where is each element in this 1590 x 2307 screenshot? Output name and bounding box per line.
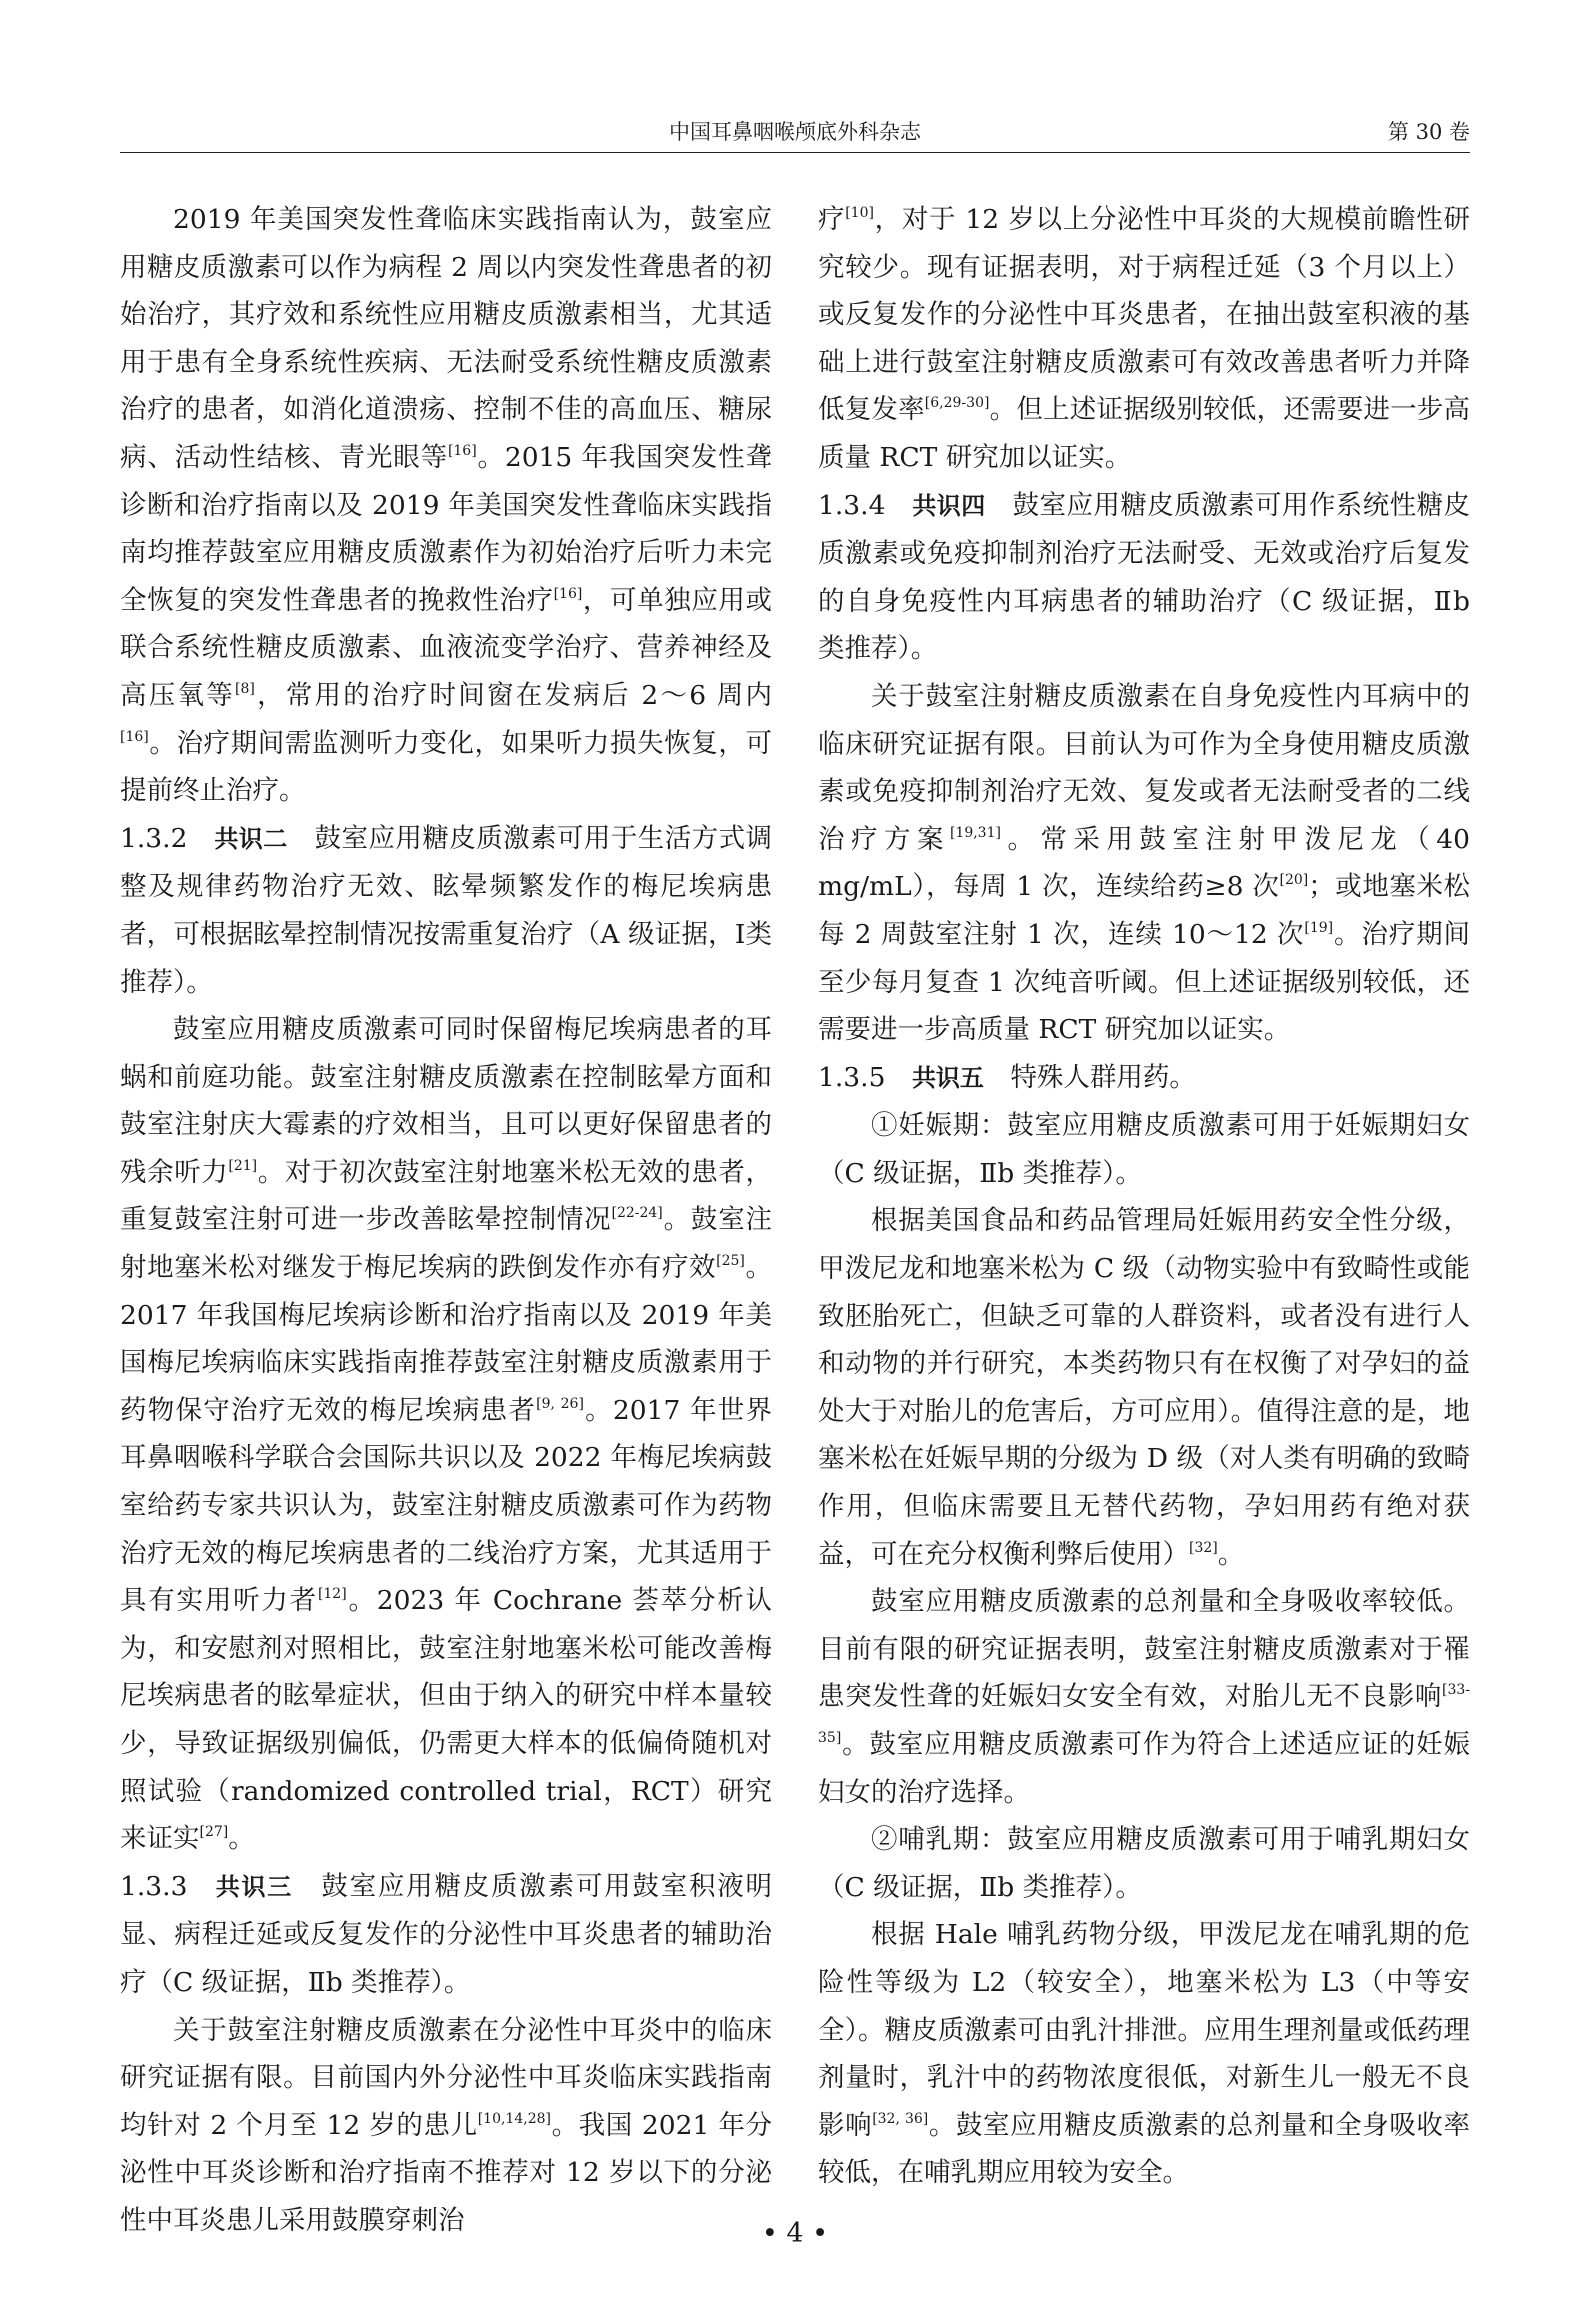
section-1-3-3 xyxy=(120,1863,772,2007)
section-number: 1.3.2 xyxy=(120,822,188,854)
citation: [9, 26] xyxy=(536,1395,584,1412)
paragraph: 根据 Hale 哺乳药物分级，甲泼尼龙在哺乳期的危险性等级为 L2（较安全），地塞米松为 L3（中等安全）。糖皮质激素可由乳汁排泄。应用生理剂量或低药理剂量时，乳汁中的药物浓度很低，对新生儿一般无不良影响[32, 36]。鼓室应用糖皮质激素的总剂量和全身吸收率较低，在哺乳期应用较为安全。 xyxy=(818,1919,1471,2189)
citation: [33-35] xyxy=(818,1682,1470,1746)
paragraph: ①妊娠期：鼓室应用糖皮质激素可用于妊娠期妇女（C 级证据，Ⅱb 类推荐）。 xyxy=(818,1110,1470,1189)
section-number: 1.3.4 xyxy=(818,489,886,521)
section-text: 鼓室应用糖皮质激素可用于生活方式调整及规律药物治疗无效、眩晕频繁发作的梅尼埃病患者，可根据眩晕控制情况按需重复治疗（A 级证据，Ⅰ类推荐）。 xyxy=(120,822,773,998)
citation: [10] xyxy=(845,205,874,221)
citation: [20] xyxy=(1279,872,1309,889)
section-label: 共识二 xyxy=(213,824,288,853)
paragraph: 鼓室应用糖皮质激素的总剂量和全身吸收率较低。目前有限的研究证据表明，鼓室注射糖皮质激素对于罹患突发性聋的妊娠妇女安全有效，对胎儿无不良影响[33-35]。鼓室应用糖皮质激素可作为符合上述适应证的妊娠妇女的治疗选择。 xyxy=(818,1586,1470,1808)
section-text: 特殊人群用药。 xyxy=(1010,1061,1196,1093)
section-label: 共识四 xyxy=(911,491,986,520)
section-1-3-2 xyxy=(120,815,772,1006)
journal-title: 中国耳鼻咽喉颅底外科杂志 xyxy=(669,120,921,144)
section-text: 鼓室应用糖皮质激素可用鼓室积液明显、病程迁延或反复发作的分泌性中耳炎患者的辅助治疗（C 级证据，Ⅱb 类推荐）。 xyxy=(120,1870,773,1998)
citation: [32, 36] xyxy=(872,2110,929,2127)
section-1-3-4 xyxy=(818,482,1470,673)
section-number: 1.3.3 xyxy=(120,1870,188,1902)
citation: [12] xyxy=(317,1586,347,1603)
section-number: 1.3.5 xyxy=(818,1061,886,1093)
paragraph: 疗[10]，对于 12 岁以上分泌性中耳炎的大规模前瞻性研究较少。现有证据表明，对于病程迁延（3 个月以上）或反复发作的分泌性中耳炎患者，在抽出鼓室积液的基础上进行鼓室注射糖皮质激素可有效改善患者听力并降低复发率[6,29-30]。但上述证据级别较低，还需要进一步高质量 RCT 研究加以证实。 xyxy=(818,204,1471,473)
citation: [21] xyxy=(228,1157,258,1174)
citation: [19,31] xyxy=(949,824,1001,841)
paragraph: 关于鼓室注射糖皮质激素在分泌性中耳炎中的临床研究证据有限。目前国内外分泌性中耳炎临床实践指南均针对 2 个月至 12 岁的患儿[10,14,28]。我国 2021 年分泌性中耳炎诊断和治疗指南不推荐对 12 岁以下的分泌性中耳炎患儿采用鼓膜穿刺治 xyxy=(120,2014,772,2236)
running-header xyxy=(120,112,1470,153)
citation: [16] xyxy=(120,728,149,745)
page-number: • 4 • xyxy=(761,2218,829,2249)
paragraph: 鼓室应用糖皮质激素可同时保留梅尼埃病患者的耳蜗和前庭功能。鼓室注射糖皮质激素在控制眩晕方面和鼓室注射庆大霉素的疗效相当，且可以更好保留患者的残余听力[21]。对于初次鼓室注射地塞米松无效的患者，重复鼓室注射可进一步改善眩晕控制情况[22-24]。鼓室注射地塞米松对继发于梅尼埃病的跌倒发作亦有疗效[25]。2017 年我国梅尼埃病诊断和治疗指南以及 2019 年美国梅尼埃病临床实践指南推荐鼓室注射糖皮质激素用于药物保守治疗无效的梅尼埃病患者[9, 26]。2017 年世界耳鼻咽喉科学联合会国际共识以及 2022 年梅尼埃病鼓室给药专家共识认为，鼓室注射糖皮质激素可作为药物治疗无效的梅尼埃病患者的二线治疗方案，尤其适用于具有实用听力者[12]。2023 年 Cochrane 荟萃分析认为，和安慰剂对照相比，鼓室注射地塞米松可能改善梅尼埃病患者的眩晕症状，但由于纳入的研究中样本量较少，导致证据级别偏低，仍需更大样本的低偏倚随机对照试验（randomized controlled trial，RCT）研究来证实[27]。 xyxy=(120,1014,773,1855)
citation: [10,14,28] xyxy=(477,2110,551,2127)
volume-number: 第 30 卷 xyxy=(1387,120,1470,144)
citation: [6,29-30] xyxy=(924,395,990,412)
citation: [16] xyxy=(553,585,583,602)
citation: [16] xyxy=(447,442,477,459)
left-column xyxy=(120,196,772,2245)
paragraph: 2019 年美国突发性聋临床实践指南认为，鼓室应用糖皮质激素可以作为病程 2 周以内突发性聋患者的初始治疗，其疗效和系统性应用糖皮质激素相当，尤其适用于患有全身系统性疾病、无法耐受系统性糖皮质激素治疗的患者，如消化道溃疡、控制不佳的高血压、糖尿病、活动性结核、青光眼等[16]。2015 年我国突发性聋诊断和治疗指南以及 2019 年美国突发性聋临床实践指南均推荐鼓室应用糖皮质激素作为初始治疗后听力未完全恢复的突发性聋患者的挽救性治疗[16]，可单独应用或联合系统性糖皮质激素、血液流变学治疗、营养神经及高压氧等[8]，常用的治疗时间窗在发病后 2～6 周内[16]。治疗期间需监测听力变化，如果听力损失恢复，可提前终止治疗。 xyxy=(120,204,773,807)
paragraph: ②哺乳期：鼓室应用糖皮质激素可用于哺乳期妇女（C 级证据，Ⅱb 类推荐）。 xyxy=(818,1824,1470,1903)
section-text: 鼓室应用糖皮质激素可用作系统性糖皮质激素或免疫抑制剂治疗无法耐受、无效或治疗后复发的自身免疫性内耳病患者的辅助治疗（C 级证据，Ⅱb 类推荐）。 xyxy=(818,489,1471,665)
section-label: 共识五 xyxy=(911,1063,984,1092)
section-1-3-5 xyxy=(818,1054,1470,1103)
citation: [8] xyxy=(234,680,255,697)
citation: [19] xyxy=(1304,919,1334,936)
right-column xyxy=(818,196,1470,2197)
citation: [32] xyxy=(1189,1539,1218,1556)
paragraph: 根据美国食品和药品管理局妊娠用药安全性分级，甲泼尼龙和地塞米松为 C 级（动物实验中有致畸性或能致胚胎死亡，但缺乏可靠的人群资料，或者没有进行人和动物的并行研究，本类药物只有在权衡了对孕妇的益处大于对胎儿的危害后，方可应用）。值得注意的是，地塞米松在妊娠早期的分级为 D 级（对人类有明确的致畸作用，但临床需要且无替代药物，孕妇用药有绝对获益，可在充分权衡利弊后使用）[32]。 xyxy=(818,1205,1470,1570)
paragraph: 关于鼓室注射糖皮质激素在自身免疫性内耳病中的临床研究证据有限。目前认为可作为全身使用糖皮质激素或免疫抑制剂治疗无效、复发或者无法耐受者的二线治疗方案[19,31]。常采用鼓室注射甲泼尼龙（40 mg/mL），每周 1 次，连续给药≥8 次[20]；或地塞米松每 2 周鼓室注射 1 次，连续 10～12 次[19]。治疗期间至少每月复查 1 次纯音听阈。但上述证据级别较低，还需要进一步高质量 RCT 研究加以证实。 xyxy=(818,680,1471,1046)
citation: [25] xyxy=(716,1253,745,1270)
citation: [22-24] xyxy=(611,1205,663,1222)
citation: [27] xyxy=(199,1824,229,1841)
section-label: 共识三 xyxy=(213,1872,294,1901)
